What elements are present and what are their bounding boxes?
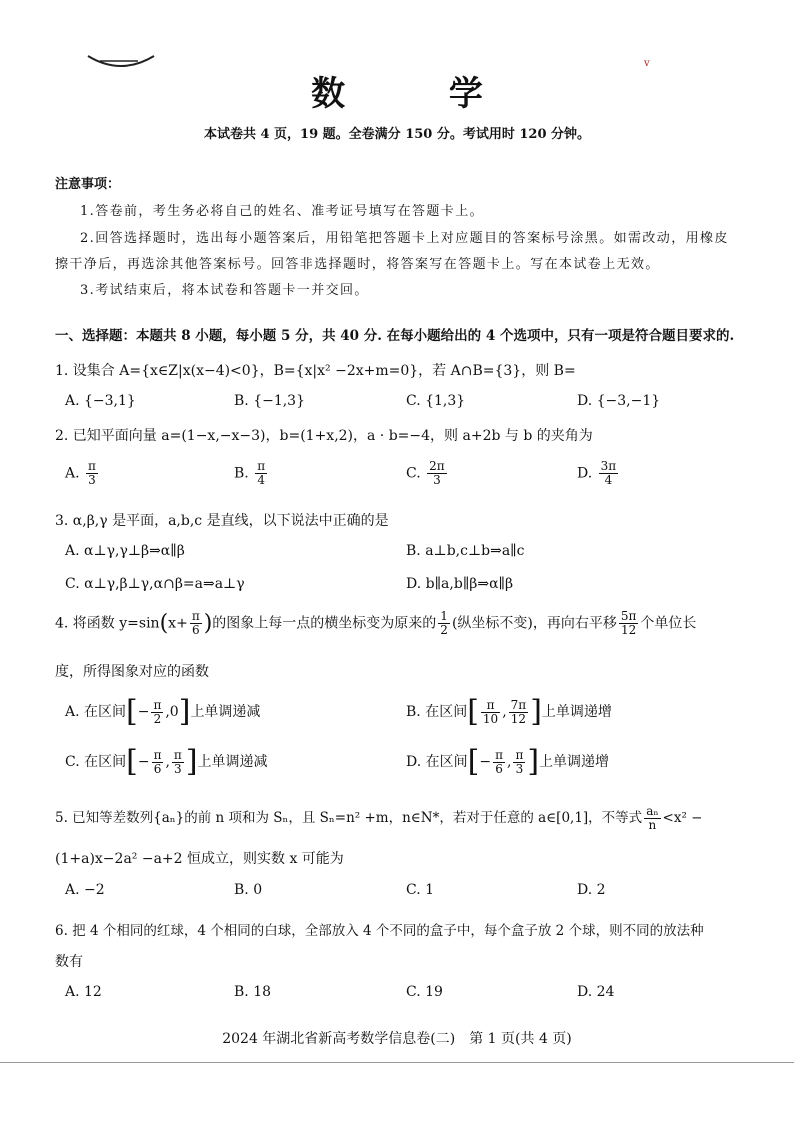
- q4-stem-part-3: (纵坐标不变)，再向右平移: [451, 615, 617, 632]
- q4-fraction-2: $\frac{1}{2}$: [440, 609, 448, 637]
- q6-option-c: C. 19: [406, 984, 443, 1000]
- q2-option-d-fraction: $\frac{3\pi}{4}$: [600, 459, 617, 487]
- q4-option-b: B. 在区间[ $\frac{\pi}{10}$ , $\frac{7\pi}{12}$ ]上单调递增: [406, 694, 612, 729]
- q5-option-d: D. 2: [577, 882, 606, 898]
- q5-stem-part-1: 5. 已知等差数列{aₙ}的前 n 项和为 Sₙ，且 Sₙ=n² +m，n∈N*，若对于任意的 a∈[0,1]，不等式: [55, 810, 643, 826]
- corner-mark: v: [644, 58, 650, 69]
- question-1-stem: 1. 设集合 A={x∈Z|x(x−4)<0}，B={x|x² −2x+m=0}，若 A∩B={3}，则 B=: [55, 363, 576, 379]
- question-6-stem: 6. 把 4 个相同的红球，4 个相同的白球，全部放入 4 个不同的盒子中，每个盒子放 2 个球，则不同的放法种: [55, 923, 704, 939]
- q5-stem-part-2: <x² −: [662, 810, 703, 826]
- question-4-stem: [55, 610, 696, 637]
- q2-option-b-label: B.: [234, 465, 249, 482]
- q2-option-a-fraction: $\frac{\pi}{3}$: [88, 459, 96, 487]
- q2-option-c: [406, 460, 449, 487]
- q4-paren-close: ): [203, 611, 213, 636]
- q4-stem-x: x+: [168, 615, 188, 632]
- section-heading: 一、选择题：本题共 8 小题，每小题 5 分，共 40 分. 在每小题给出的 4 个选项中，只有一项是符合题目要求的.: [55, 328, 735, 344]
- q4-option-c: C. 在区间[− $\frac{\pi}{6}$ , $\frac{\pi}{3}$ ]上单调递减: [65, 744, 268, 779]
- q6-option-b: B. 18: [234, 984, 272, 1000]
- note-item-2-cont: 擦干净后，再选涂其他答案标号。回答非选择题时，将答案写在答题卡上。写在本试卷上无效。: [55, 257, 660, 272]
- q5-option-a: A. −2: [65, 882, 105, 898]
- q4-option-d: D. 在区间[− $\frac{\pi}{6}$ , $\frac{\pi}{3}$ ]上单调递增: [406, 744, 610, 779]
- q4-fraction-1: $\frac{\pi}{6}$: [191, 609, 200, 637]
- q2-option-c-fraction: $\frac{2\pi}{3}$: [429, 459, 445, 487]
- question-3-stem: 3. α,β,γ 是平面，a,b,c 是直线，以下说法中正确的是: [55, 513, 389, 529]
- q4-paren-open: (: [159, 611, 169, 636]
- note-item-1: 1.答卷前，考生务必将自己的姓名、准考证号填写在答题卡上。: [80, 204, 485, 219]
- q5-fraction: $\frac{\text{aₙ}}{n}$: [646, 804, 659, 832]
- q3-option-d: D. b∥a,b∥β⇒α∥β: [406, 576, 514, 592]
- q4-option-a: A. 在区间[− $\frac{\pi}{2}$ ,0]上单调递减: [65, 694, 261, 729]
- q5-option-b: B. 0: [234, 882, 263, 898]
- q6-option-a: A. 12: [65, 984, 102, 1000]
- q1-option-b: B. {−1,3}: [234, 393, 305, 409]
- q5-option-c: C. 1: [406, 882, 435, 898]
- q1-option-c: C. {1,3}: [406, 393, 466, 409]
- q4-stem-part-1: 4. 将函数 y=sin: [55, 615, 160, 632]
- q1-option-d: D. {−3,−1}: [577, 393, 661, 409]
- note-item-2: 2.回答选择题时，选出每小题答案后，用铅笔把答题卡上对应题目的答案标号涂黑。如需改动，用橡皮: [80, 231, 729, 246]
- page-footer: 2024 年湖北省新高考数学信息卷(二) 第 1 页(共 4 页): [222, 1031, 572, 1047]
- q2-option-d-label: D.: [577, 465, 593, 482]
- note-item-3: 3.考试结束后，将本试卷和答题卡一并交回。: [80, 283, 369, 298]
- scan-edge-divider: [0, 1062, 794, 1063]
- q3-option-a: A. α⊥γ,γ⊥β⇒α∥β: [65, 543, 185, 559]
- question-2-stem: 2. 已知平面向量 a=(1−x,−x−3)，b=(1+x,2)，a · b=−4，则 a+2b 与 b 的夹角为: [55, 428, 593, 444]
- q3-option-b: B. a⊥b,c⊥b⇒a∥c: [406, 543, 525, 559]
- q2-option-b: [234, 460, 269, 487]
- q2-option-d: [577, 460, 620, 487]
- q3-option-c: C. α⊥γ,β⊥γ,α∩β=a⇒a⊥γ: [65, 576, 245, 592]
- q6-option-d: D. 24: [577, 984, 615, 1000]
- q1-option-a: A. {−3,1}: [65, 393, 136, 409]
- q2-option-c-label: C.: [406, 465, 421, 482]
- notes-heading: 注意事项：: [55, 177, 121, 192]
- q2-option-b-fraction: $\frac{\pi}{4}$: [257, 459, 266, 487]
- q4-stem-part-2: 的图象上每一点的横坐标变为原来的: [212, 615, 437, 632]
- question-6-stem-line-2: 数有: [55, 954, 83, 970]
- q4-fraction-3: $\frac{5\pi}{12}$: [620, 609, 637, 637]
- q2-option-a: [65, 460, 100, 487]
- question-5-stem: [55, 805, 703, 832]
- q4-stem-part-4: 个单位长: [640, 615, 697, 632]
- page-title: 数 学: [311, 74, 529, 114]
- q2-option-a-label: A.: [65, 465, 80, 482]
- question-4-stem-line-2: 度，所得图象对应的函数: [55, 664, 209, 680]
- exam-info: 本试卷共 4 页，19 题。全卷满分 150 分。考试用时 120 分钟。: [203, 127, 591, 142]
- question-5-stem-line-2: (1+a)x−2a² −a+2 恒成立，则实数 x 可能为: [55, 851, 344, 867]
